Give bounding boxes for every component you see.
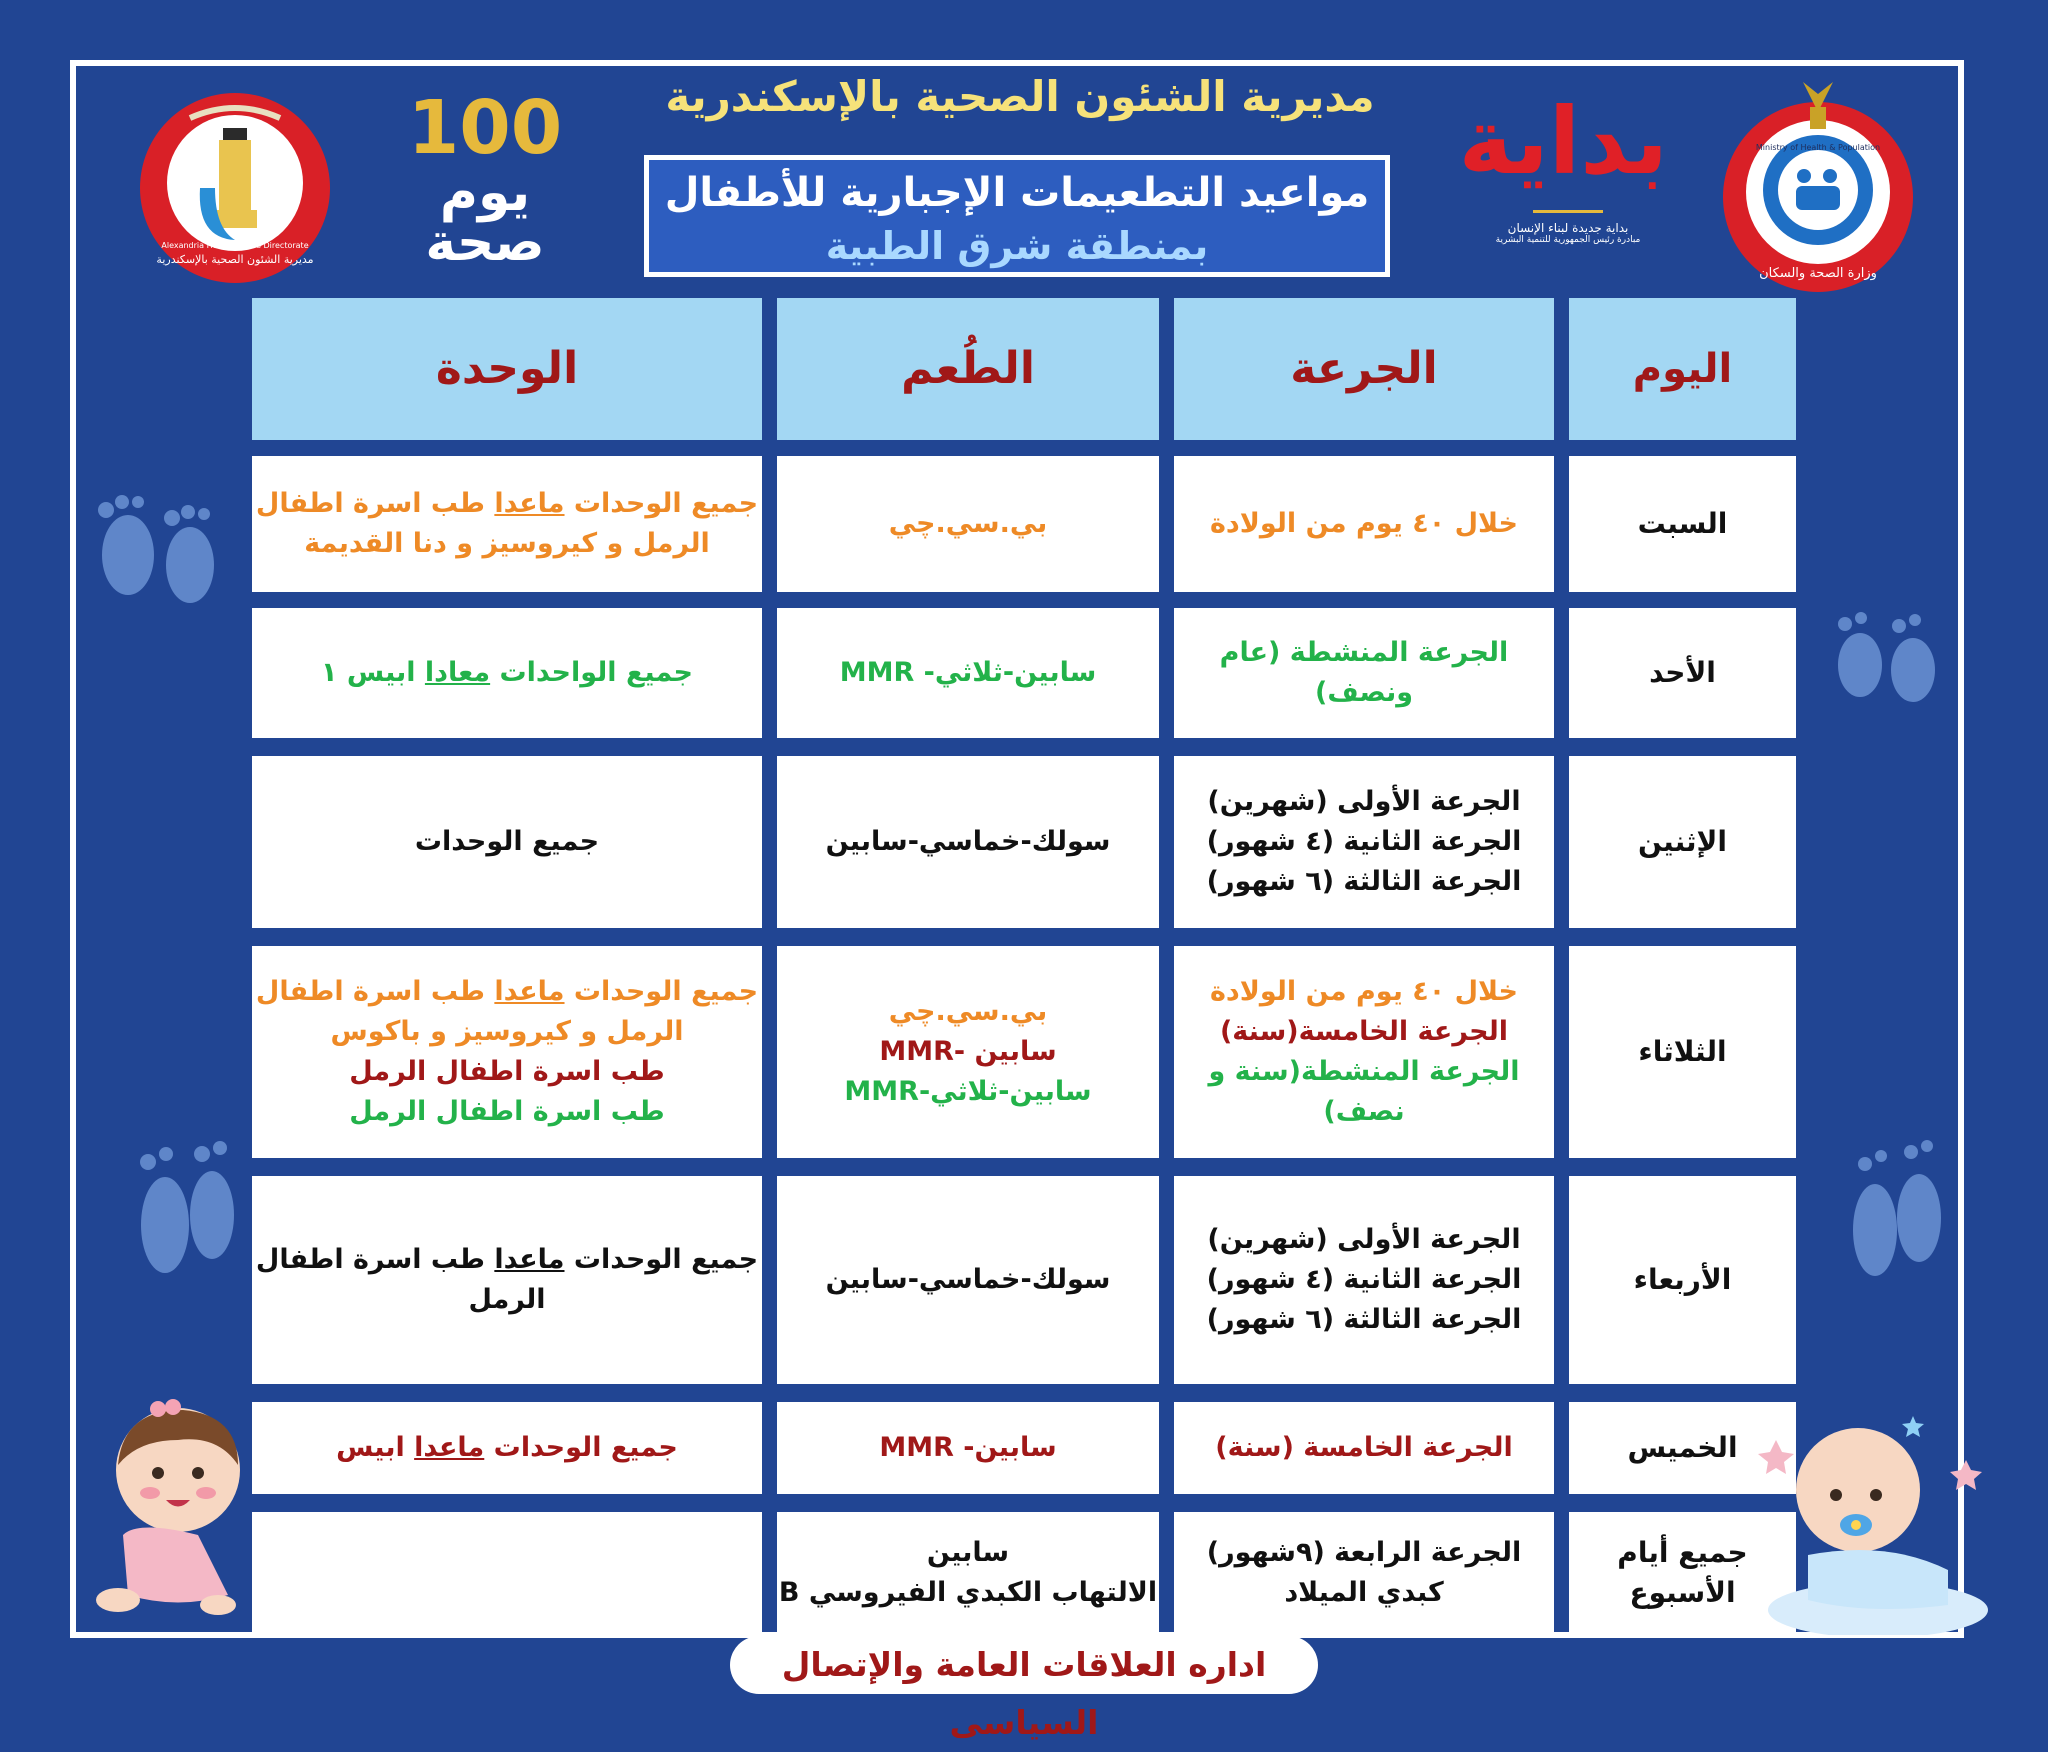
day-label: الثلاثاء <box>1638 1035 1727 1068</box>
cell-unit-row-7 <box>252 1512 762 1634</box>
vaccine-line: سابين-ثلاثي-MMR <box>844 1076 1092 1107</box>
unit-line: جميع الوحدات ماعدا ابيس <box>336 1432 678 1463</box>
cell-dose-row-3 <box>1174 756 1554 928</box>
unit-line: طب اسرة اطفال الرمل <box>349 1096 665 1127</box>
vaccine-line: سابين -MMR <box>879 1036 1057 1067</box>
dose-line: خلال ٤٠ يوم من الولادة <box>1209 976 1519 1007</box>
bedaya-divider <box>1533 210 1603 213</box>
crawling-baby-girl-illustration <box>78 1395 268 1630</box>
cell-unit-row-3 <box>252 756 762 928</box>
vaccine-line: بي.سي.چي <box>888 508 1048 539</box>
header-day: اليوم <box>1569 298 1796 440</box>
unit-line: جميع الواحدات معادا ابيس ١ <box>321 657 693 688</box>
vaccine-line: سولك-خماسي-سابين <box>825 826 1111 857</box>
cell-dose-row-2 <box>1174 608 1554 738</box>
schedule-title-box <box>644 155 1390 277</box>
right-footprint-icon-top <box>1815 600 1955 710</box>
cell-vaccine-row-2 <box>777 608 1159 738</box>
dose-line: الجرعة الأولى (شهرين) <box>1207 1224 1521 1255</box>
day-label: الأحد <box>1649 656 1716 689</box>
left-footprint-icon <box>78 480 238 610</box>
cell-unit-row-4 <box>252 946 762 1158</box>
cell-vaccine-row-5 <box>777 1176 1159 1384</box>
dose-line: الجرعة الرابعة (٩شهور) <box>1206 1537 1522 1568</box>
100-days-word-1: يوم <box>439 163 531 223</box>
unit-line: جميع الوحدات ماعدا طب اسرة اطفال الرمل <box>255 1244 759 1315</box>
day-label: الإثنين <box>1637 825 1728 858</box>
cell-dose-row-5 <box>1174 1176 1554 1384</box>
dose-line: الجرعة الخامسة(سنة) <box>1219 1016 1509 1047</box>
cell-day-row-5 <box>1569 1176 1796 1384</box>
vaccine-line: سابين-ثلاثي- MMR <box>839 657 1097 688</box>
cell-vaccine-row-6 <box>777 1402 1159 1494</box>
header-unit: الوحدة <box>252 298 762 440</box>
cell-day-row-1 <box>1569 456 1796 592</box>
bedaya-logo <box>1458 88 1668 292</box>
cell-unit-row-2 <box>252 608 762 738</box>
dose-line: الجرعة الثالثة (٦ شهور) <box>1206 866 1522 897</box>
cell-day-row-4 <box>1569 946 1796 1158</box>
100-days-health-logo <box>395 85 575 273</box>
day-label: السبت <box>1637 507 1728 540</box>
alex-logo-ar-text: مديرية الشئون الصحية بالإسكندرية <box>156 253 314 266</box>
unit-line: جميع الوحدات ماعدا طب اسرة اطفال <box>255 488 759 519</box>
cell-unit-row-5 <box>252 1176 762 1384</box>
left-footprint-icon-bottom <box>120 1120 250 1300</box>
dose-line: الجرعة الخامسة (سنة) <box>1215 1432 1513 1463</box>
unit-line: الرمل و كيروسيز و باكوس <box>330 1016 684 1047</box>
cell-vaccine-row-3 <box>777 756 1159 928</box>
dose-line: الجرعة المنشطة (عام ونصف) <box>1219 637 1509 708</box>
cell-dose-row-7 <box>1174 1512 1554 1634</box>
ministry-logo-en-text: Ministry of Health & Population <box>1755 143 1881 152</box>
bedaya-tagline: بداية جديدة لبناء الإنسان <box>1507 221 1629 235</box>
unit-line: طب اسرة اطفال الرمل <box>349 1056 665 1087</box>
header-vaccine: الطُعم <box>777 298 1159 440</box>
header-dose: الجرعة <box>1174 298 1554 440</box>
cell-day-row-3 <box>1569 756 1796 928</box>
dose-line: الجرعة المنشطة(سنة و نصف) <box>1208 1056 1520 1127</box>
dose-line: الجرعة الثانية (٤ شهور) <box>1206 826 1522 857</box>
alex-logo-en-text: Alexandria Health Affairs Directorate <box>161 241 309 250</box>
unit-line: جميع الوحدات ماعدا طب اسرة اطفال <box>255 976 759 1007</box>
dose-line: الجرعة الأولى (شهرين) <box>1207 786 1521 817</box>
unit-line: الرمل و كيروسيز و دنا القديمة <box>304 528 710 559</box>
cell-dose-row-1 <box>1174 456 1554 592</box>
day-label: جميع أيام الأسبوع <box>1617 1536 1748 1609</box>
cell-vaccine-row-4 <box>777 946 1159 1158</box>
vaccine-line: سولك-خماسي-سابين <box>825 1264 1111 1295</box>
unit-line: جميع الوحدات <box>414 826 600 857</box>
100-days-number: 100 <box>407 85 563 171</box>
cell-unit-row-1 <box>252 456 762 592</box>
vaccine-line: سابين- MMR <box>879 1432 1057 1463</box>
ministry-health-logo <box>1718 72 1918 297</box>
dose-line: خلال ٤٠ يوم من الولادة <box>1209 508 1519 539</box>
region-title: بمنطقة شرق الطبية <box>825 224 1209 268</box>
public-relations-department-label: اداره العلاقات العامة والإتصال السياسى <box>730 1636 1318 1694</box>
100-days-word-2: صحة <box>425 213 545 273</box>
alex-health-directorate-logo <box>135 88 335 293</box>
vaccine-line: بي.سي.چي <box>888 996 1048 1027</box>
bedaya-subtitle: مبادرة رئيس الجمهورية للتنمية البشرية <box>1495 235 1641 245</box>
dose-line: الجرعة الثالثة (٦ شهور) <box>1206 1304 1522 1335</box>
schedule-title: مواعيد التطعيمات الإجبارية للأطفال <box>664 170 1370 216</box>
right-footprint-icon-bottom <box>1835 1120 1955 1300</box>
cell-day-row-2 <box>1569 608 1796 738</box>
cell-dose-row-4 <box>1174 946 1554 1158</box>
day-label: الأربعاء <box>1633 1263 1732 1296</box>
bedaya-word: بداية <box>1458 88 1668 195</box>
vaccination-schedule-table <box>252 298 1796 1634</box>
vaccine-line: سابين <box>926 1537 1010 1568</box>
directorate-title: مديرية الشئون الصحية بالإسكندرية <box>665 72 1375 121</box>
vaccine-line: الالتهاب الكبدي الفيروسي B <box>778 1577 1158 1608</box>
dose-line: الجرعة الثانية (٤ شهور) <box>1206 1264 1522 1295</box>
ministry-logo-ar-text: وزارة الصحة والسكان <box>1759 266 1877 281</box>
dose-line: كبدي الميلاد <box>1284 1577 1444 1608</box>
cell-unit-row-6 <box>252 1402 762 1494</box>
cell-vaccine-row-7 <box>777 1512 1159 1634</box>
day-label: الخميس <box>1627 1431 1738 1464</box>
cell-vaccine-row-1 <box>777 456 1159 592</box>
cell-dose-row-6 <box>1174 1402 1554 1494</box>
baby-boy-pacifier-illustration <box>1748 1410 1998 1635</box>
